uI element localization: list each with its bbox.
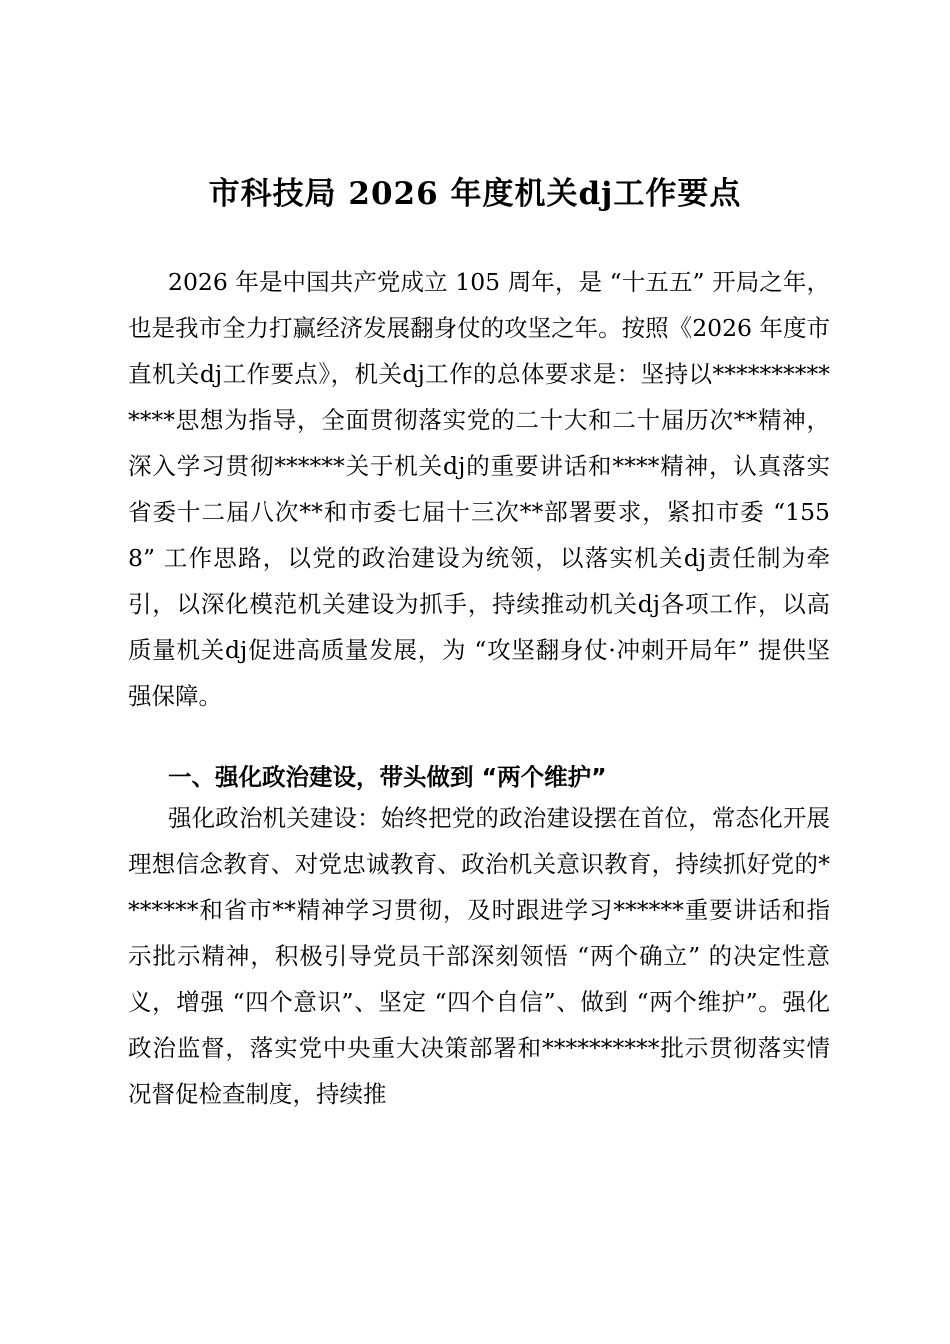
- section-paragraph: 强化政治机关建设：始终把党的政治建设摆在首位，常态化开展理想信念教育、对党忠诚教育、政治机关意识教育，持续抓好党的*******和省市**精神学习贯彻，及时跟进学习******重要讲话和指示批示精神，积极引导党员干部深刻领悟 “两个确立” 的决定性意义，增强 “四个意识”、坚定 “四个自信”、做到 “两个维护”。强化政治监督，落实党中央重大决策部署和**********批示贯彻落实情况督促检查制度，持续推: [128, 804, 830, 1108]
- document-title: 市科技局 2026 年度机关dj工作要点: [208, 176, 742, 212]
- intro-paragraph: 2026 年是中国共产党成立 105 周年，是 “十五五” 开局之年，也是我市全力打赢经济发展翻身仗的攻坚之年。按照《2026 年度市直机关dj工作要点》，机关dj工作的总体要求是：坚持以**************思想为指导，全面贯彻落实党的二十大和二十届历次**精神，深入学习贯彻******关于机关dj的重要讲话和****精神，认真落实省委十二届八次**和市委七届十三次**部署要求，紧扣市委 “1558” 工作思路，以党的政治建设为统领，以落实机关dj责任制为牵引，以深化模范机关建设为抓手，持续推动机关dj各项工作，以高质量机关dj促进高质量发展，为 “攻坚翻身仗·冲刺开局年” 提供坚强保障。: [128, 268, 830, 710]
- section-heading: 一、强化政治建设，带头做到 “两个维护”: [168, 763, 607, 791]
